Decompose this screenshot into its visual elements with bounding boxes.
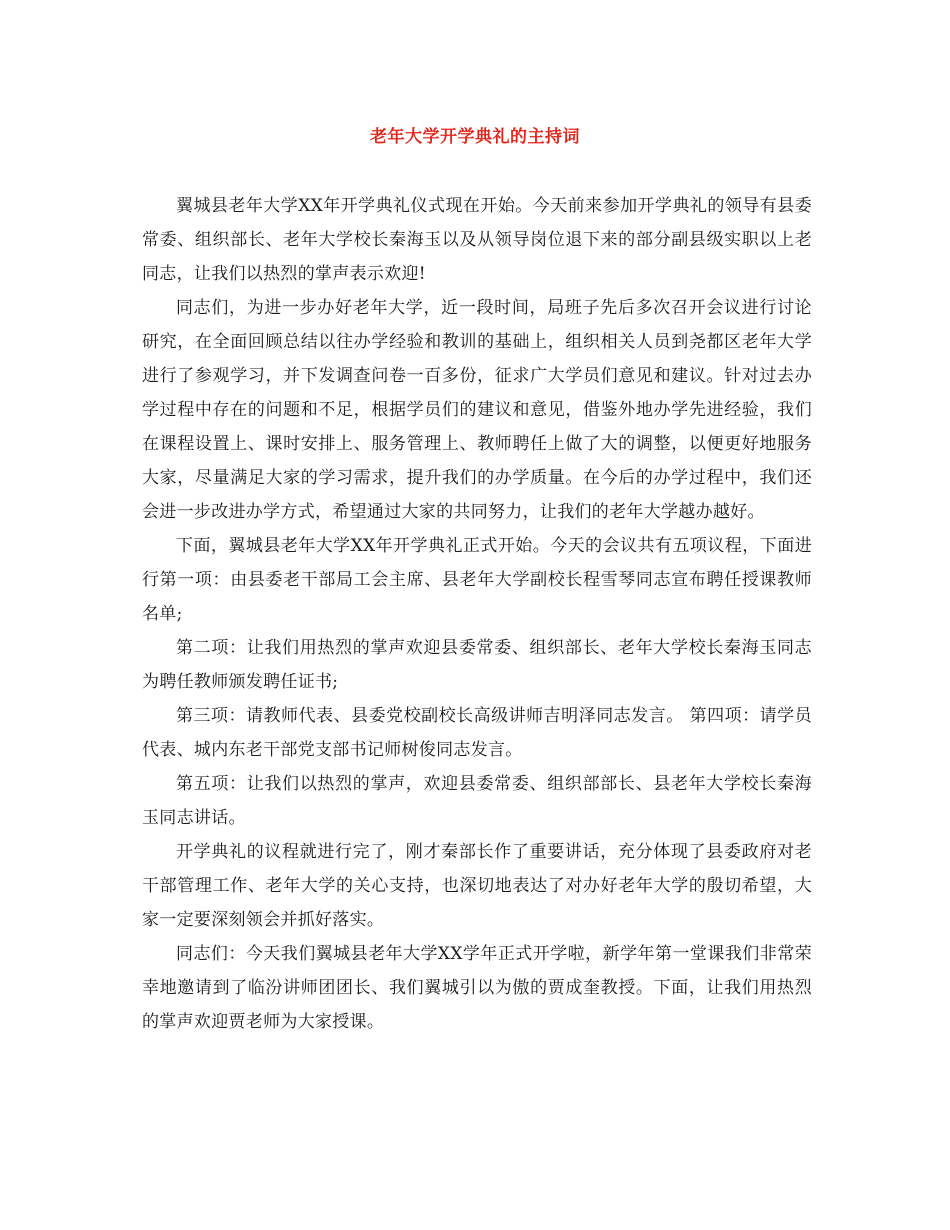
paragraph-agenda-item-1: 下面，翼城县老年大学XX年开学典礼正式开始。今天的会议共有五项议程，下面进行第一项：由县委老干部局工会主席、县老年大学副校长程雪琴同志宣布聘任授课教师名单; [142,536,812,624]
document-title: 老年大学开学典礼的主持词 [370,127,580,147]
paragraph-agenda-item-2: 第二项：让我们用热烈的掌声欢迎县委常委、组织部长、老年大学校长秦海玉同志为聘任教师颁发聘任证书; [142,638,812,692]
paragraph-first-lesson: 同志们：今天我们翼城县老年大学XX学年正式开学啦，新学年第一堂课我们非常荣幸地邀请到了临汾讲师团团长、我们翼城引以为傲的贾成奎教授。下面，让我们用热烈的掌声欢迎贾老师为大家授课。 [142,944,812,1032]
paragraph-agenda-items-3-4: 第三项：请教师代表、县委党校副校长高级讲师吉明泽同志发言。 第四项：请学员代表、城内东老干部党支部书记师树俊同志发言。 [142,706,812,760]
document-body [142,189,812,1039]
paragraph-preparation: 同志们，为进一步办好老年大学，近一段时间，局班子先后多次召开会议进行讨论研究，在全面回顾总结以往办学经验和教训的基础上，组织相关人员到尧都区老年大学进行了参观学习，并下发调查问卷一百多份，征求广大学员们意见和建议。针对过去办学过程中存在的问题和不足，根据学员们的建议和意见，借鉴外地办学先进经验，我们在课程设置上、课时安排上、服务管理上、教师聘任上做了大的调整，以便更好地服务大家，尽量满足大家的学习需求，提升我们的办学质量。在今后的办学过程中，我们还会进一步改进办学方式，希望通过大家的共同努力，让我们的老年大学越办越好。 [142,298,812,522]
paragraph-agenda-item-5: 第五项：让我们以热烈的掌声，欢迎县委常委、组织部部长、县老年大学校长秦海玉同志讲话。 [142,774,812,828]
paragraph-opening: 翼城县老年大学XX年开学典礼仪式现在开始。今天前来参加开学典礼的领导有县委常委、组织部长、老年大学校长秦海玉以及从领导岗位退下来的部分副县级实职以上老同志，让我们以热烈的掌声表示欢迎! [142,196,812,284]
paragraph-closing-remarks: 开学典礼的议程就进行完了，刚才秦部长作了重要讲话，充分体现了县委政府对老干部管理工作、老年大学的关心支持，也深切地表达了对办好老年大学的殷切希望，大家一定要深刻领会并抓好落实。 [142,842,812,930]
